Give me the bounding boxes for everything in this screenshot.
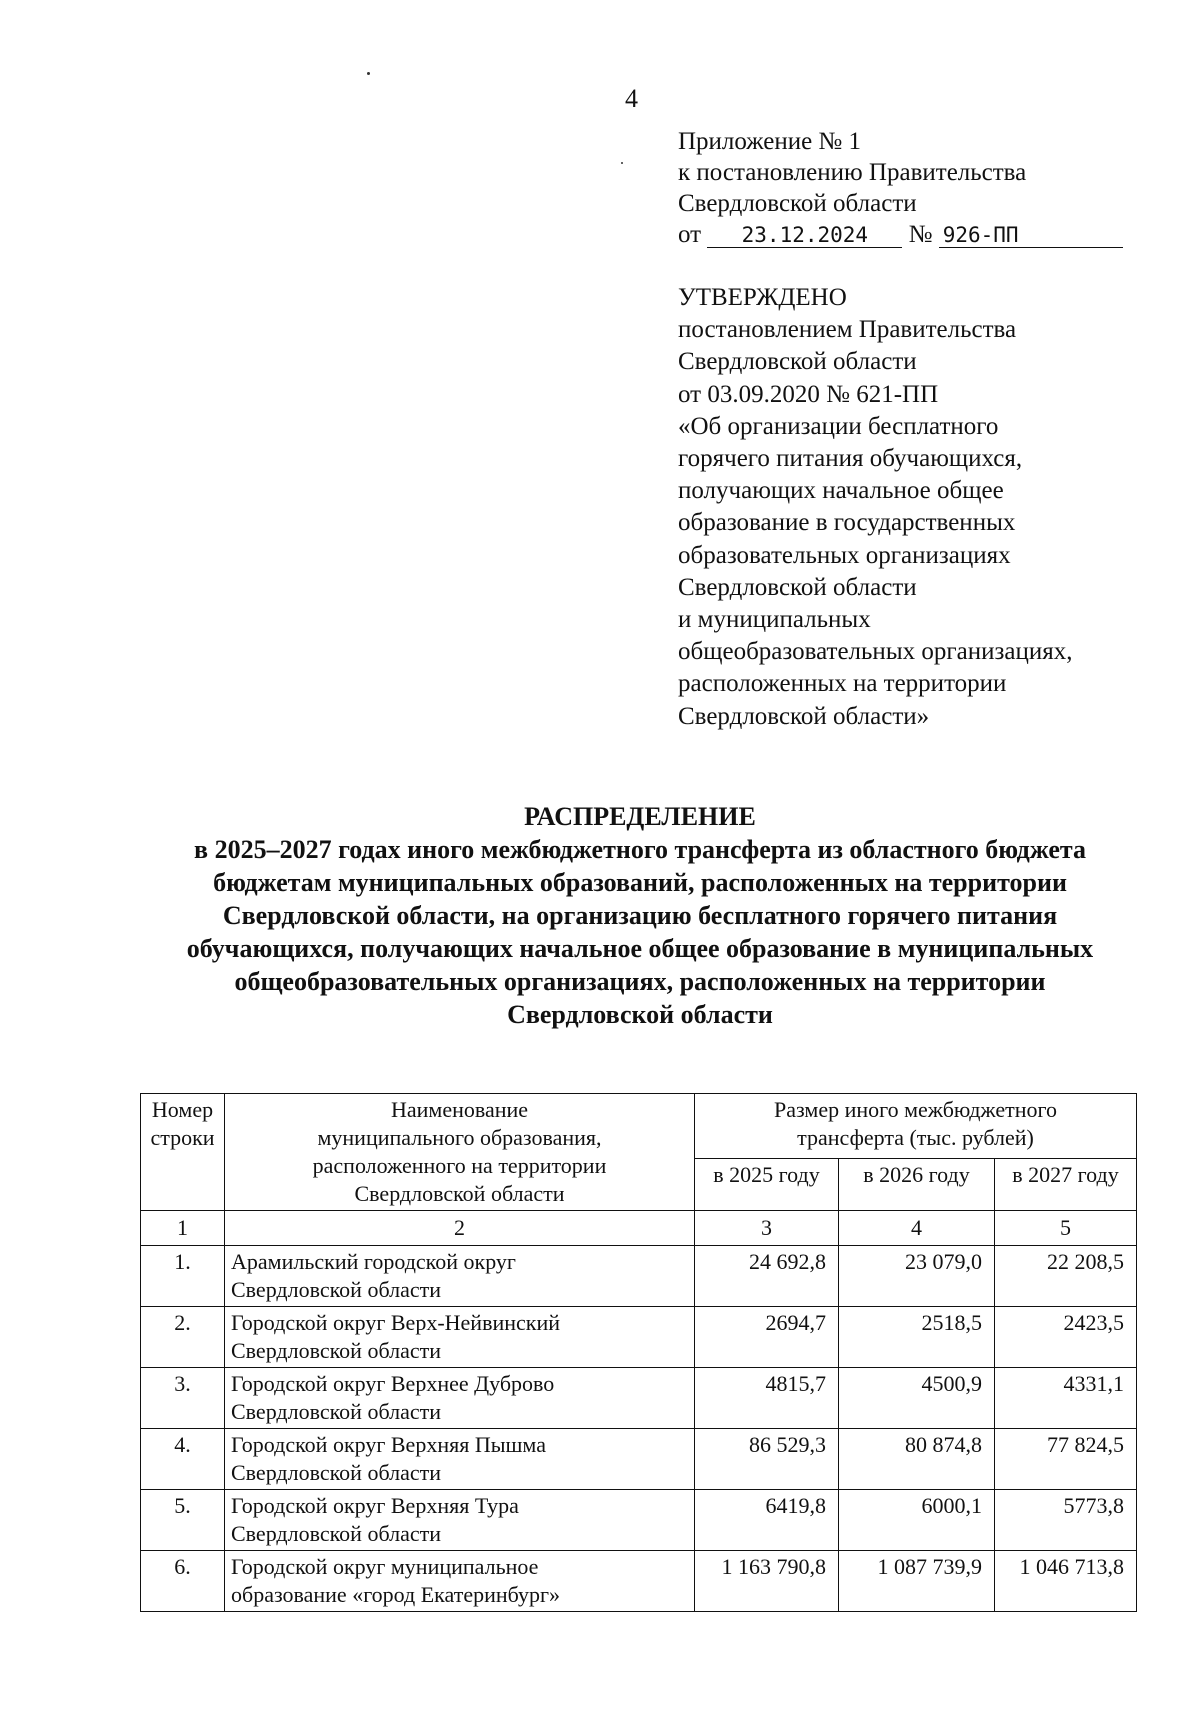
number-prefix: №	[908, 221, 933, 248]
header-year-2026: в 2026 году	[839, 1159, 995, 1211]
approved-line: образование в государственных	[678, 509, 1016, 537]
column-number: 2	[225, 1211, 695, 1246]
name-line: Городской округ Верх-Нейвинский	[231, 1310, 561, 1335]
amount-2025: 24 692,8	[695, 1246, 839, 1307]
table-row	[141, 1307, 1137, 1368]
amount-2027: 4331,1	[995, 1368, 1137, 1429]
amount-2027: 77 824,5	[995, 1429, 1137, 1490]
municipality-name	[225, 1429, 695, 1490]
approved-line: постановлением Правительства	[678, 316, 1017, 344]
header-year-2027: в 2027 году	[995, 1159, 1137, 1211]
header-municipality-name	[225, 1094, 695, 1211]
title-heading: РАСПРЕДЕЛЕНИЕ	[524, 802, 756, 831]
amount-2026: 6000,1	[839, 1490, 995, 1551]
header-year-2025: в 2025 году	[695, 1159, 839, 1211]
title-line: Свердловской области, на организацию бесплатного горячего питания	[222, 901, 1058, 930]
row-number: 4.	[141, 1429, 225, 1490]
annex-line: Свердловской области	[678, 190, 917, 217]
approved-heading: УТВЕРЖДЕНО	[678, 284, 847, 311]
approved-line: горячего питания обучающихся,	[678, 445, 1023, 473]
date-prefix: от	[678, 221, 702, 248]
column-number: 5	[995, 1211, 1137, 1246]
amount-2027: 1 046 713,8	[995, 1551, 1137, 1612]
header-text: Свердловской области	[354, 1181, 565, 1206]
name-line: Городской округ Верхнее Дуброво	[231, 1371, 555, 1396]
approved-block	[678, 282, 1072, 733]
approved-line: расположенных на территории	[678, 670, 1007, 698]
title-line: обучающихся, получающих начальное общее образование в муниципальных	[186, 934, 1094, 963]
header-text: муниципального образования,	[317, 1125, 602, 1150]
approved-line: от 03.09.2020 № 621-ПП	[678, 380, 939, 408]
amount-2027: 2423,5	[995, 1307, 1137, 1368]
title-line: бюджетам муниципальных образований, расположенных на территории	[213, 868, 1067, 897]
column-number: 1	[141, 1211, 225, 1246]
name-line: Свердловской области	[231, 1460, 441, 1485]
name-line: Свердловской области	[231, 1521, 441, 1546]
amount-2026: 1 087 739,9	[839, 1551, 995, 1612]
title-line: общеобразовательных организациях, расположенных на территории	[234, 967, 1046, 996]
row-number: 2.	[141, 1307, 225, 1368]
header-text: Размер иного межбюджетного	[774, 1097, 1057, 1122]
approved-line: Свердловской области	[678, 573, 917, 601]
scan-speck	[621, 162, 623, 164]
municipality-name	[225, 1551, 695, 1612]
amount-2026: 4500,9	[839, 1368, 995, 1429]
approved-line: и муниципальных	[678, 606, 871, 634]
approved-line: «Об организации бесплатного	[678, 412, 999, 440]
approved-line: Свердловской области»	[678, 702, 930, 730]
approved-line: образовательных организациях	[678, 541, 1011, 569]
approved-line: Свердловской области	[678, 348, 917, 376]
page-number: 4	[625, 84, 638, 113]
row-number: 6.	[141, 1551, 225, 1612]
municipality-name	[225, 1368, 695, 1429]
row-number: 1.	[141, 1246, 225, 1307]
header-text: Наименование	[390, 1097, 529, 1122]
header-row-number	[141, 1094, 225, 1211]
municipality-name	[225, 1246, 695, 1307]
resolution-number: 926-ПП	[939, 223, 1123, 248]
amount-2026: 23 079,0	[839, 1246, 995, 1307]
table-row	[141, 1551, 1137, 1612]
header-text: трансферта (тыс. рублей)	[797, 1125, 1034, 1150]
amount-2025: 6419,8	[695, 1490, 839, 1551]
amount-2025: 1 163 790,8	[695, 1551, 839, 1612]
title-line: Свердловской области	[507, 1000, 773, 1029]
table-row	[141, 1246, 1137, 1307]
column-number: 3	[695, 1211, 839, 1246]
table-row	[141, 1490, 1137, 1551]
document-title	[140, 800, 1140, 1031]
table-header-row	[141, 1094, 1137, 1159]
annex-date-line	[678, 219, 1123, 250]
amount-2027: 5773,8	[995, 1490, 1137, 1551]
header-text: расположенного на территории	[312, 1153, 607, 1178]
table-row	[141, 1429, 1137, 1490]
municipality-name	[225, 1307, 695, 1368]
name-line: Городской округ Верхняя Тура	[231, 1493, 519, 1518]
annex-line: к постановлению Правительства	[678, 159, 1027, 186]
amount-2026: 2518,5	[839, 1307, 995, 1368]
name-line: Свердловской области	[231, 1338, 441, 1363]
name-line: образование «город Екатеринбург»	[231, 1582, 561, 1607]
name-line: Городской округ муниципальное	[231, 1554, 539, 1579]
scan-speck	[367, 72, 370, 75]
column-number-row	[141, 1211, 1137, 1246]
name-line: Городской округ Верхняя Пышма	[231, 1432, 546, 1457]
header-text: Номер	[151, 1097, 214, 1122]
approved-line: общеобразовательных организациях,	[678, 638, 1073, 666]
amount-2027: 22 208,5	[995, 1246, 1137, 1307]
amount-2025: 4815,7	[695, 1368, 839, 1429]
name-line: Свердловской области	[231, 1399, 441, 1424]
municipality-name	[225, 1490, 695, 1551]
header-transfer-amount	[695, 1094, 1137, 1159]
title-line: в 2025–2027 годах иного межбюджетного трансферта из областного бюджета	[194, 835, 1086, 864]
distribution-table	[140, 1093, 1137, 1612]
amount-2025: 2694,7	[695, 1307, 839, 1368]
annex-block	[678, 126, 1123, 250]
column-number: 4	[839, 1211, 995, 1246]
amount-2025: 86 529,3	[695, 1429, 839, 1490]
amount-2026: 80 874,8	[839, 1429, 995, 1490]
approved-line: получающих начальное общее	[678, 477, 1004, 505]
row-number: 5.	[141, 1490, 225, 1551]
resolution-date: 23.12.2024	[707, 223, 902, 248]
row-number: 3.	[141, 1368, 225, 1429]
name-line: Арамильский городской округ	[231, 1249, 516, 1274]
annex-title: Приложение № 1	[678, 128, 862, 155]
header-text: строки	[150, 1125, 215, 1150]
name-line: Свердловской области	[231, 1277, 441, 1302]
table-row	[141, 1368, 1137, 1429]
